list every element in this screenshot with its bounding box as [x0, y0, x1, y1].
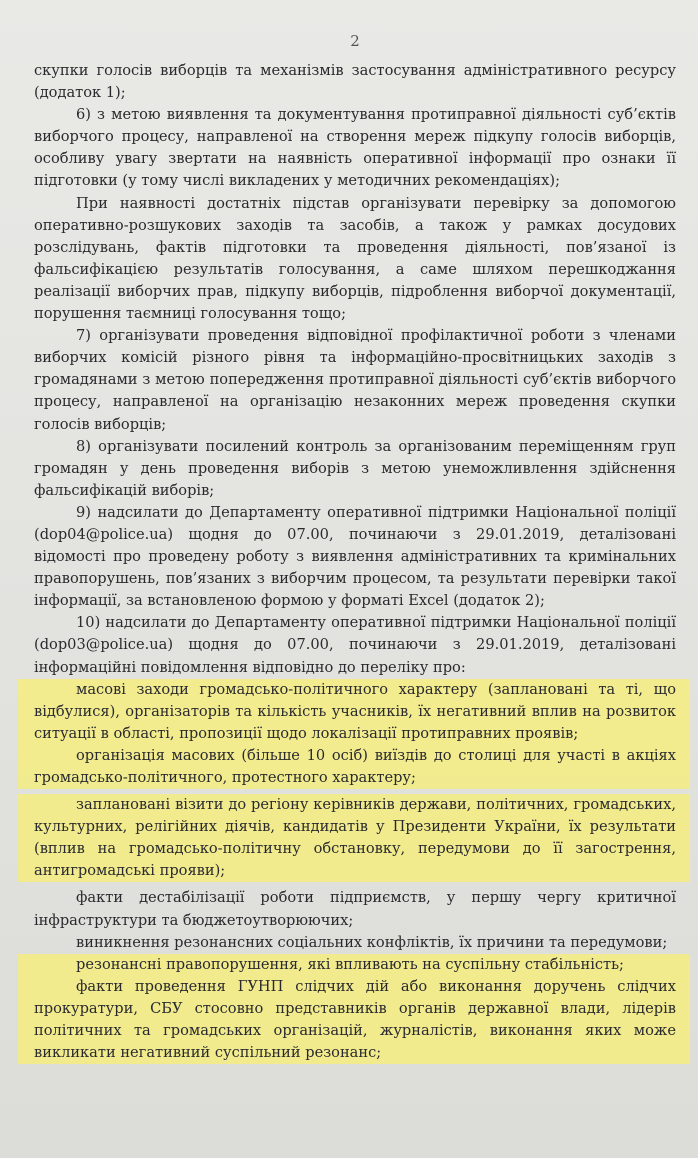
paragraph-item-9: 9) надсилати до Департаменту оперативної підтримки Національної поліції (dop04@police.ua) щодня до 07.00, починаючи з 29.01.2019, деталізовані відомості про проведену роботу з виявлення адміністративних та кримінальних правопорушень, пов’язаних з виборчим процесом, та результати перевірки такої інформації, за встановленою формою у форматі Excel (додаток 2); — [34, 503, 676, 610]
list-item-destabilization: факти дестабілізації роботи підприємств, у першу чергу критичної інфраструктури та бюджетоутворюючих; — [34, 889, 676, 929]
list-item-resonant-offenses: резонансні правопорушення, які впливають на суспільну стабільність; — [76, 955, 624, 973]
page-number: 2 — [350, 32, 360, 50]
list-item-trips-to-capital: організація масових (більше 10 осіб) виїздів до столиці для участі в акціях громадсько-політичного, протестного характеру; — [34, 746, 676, 786]
list-item-planned-visits: заплановані візити до регіону керівників держави, політичних, громадських, культурних, релігійних діячів, кандидатів у Президенти України, їх результати (вплив на громадсько-політичну обстановку, передумови до її загострення, антигромадські прояви); — [34, 796, 676, 880]
list-item-mass-events: масові заходи громадсько-політичного характеру (заплановані та ті, що відбулися), організаторів та кількість учасників, їх негативний вплив на розвиток ситуації в області, пропозиції щодо локалізації протиправних проявів; — [34, 680, 676, 742]
highlighted-block-2 — [18, 794, 690, 882]
paragraph-item-6: 6) з метою виявлення та документування протиправної діяльності суб’єктів виборчого процесу, направленої на створення мереж підкупу голосів виборців, особливу увагу звертати на наявність оперативної інформації про ознаки її підготовки (у тому числі викладених у методичних рекомендаціях); — [34, 106, 676, 190]
paragraph-continuation: скупки голосів виборців та механізмів застосування адміністративного ресурсу (додаток 1); — [34, 62, 676, 102]
highlighted-block-3 — [18, 954, 690, 1064]
paragraph-item-7: 7) організувати проведення відповідної профілактичної роботи з членами виборчих комісій різного рівня та інформаційно-просвітницьких заходів з громадянами з метою попередження протиправної діяльності суб’єктів виборчого процесу, направленої на організацію незаконних мереж проведення скупки голосів виборців; — [34, 327, 676, 433]
highlighted-block-1 — [18, 679, 690, 789]
paragraph-verification: При наявності достатніх підстав організувати перевірку за допомогою оперативно-розшукових заходів та засобів, а також у рамках досудових розслідувань, фактів підготовки та проведення діяльності, пов’язаної із фальсифікацією результатів голосування, а саме шляхом перешкоджання реалізації виборчих прав, підкупу виборців, підроблення виборчої документації, порушення таємниці голосування тощо; — [34, 194, 676, 323]
paragraph-item-8: 8) організувати посилений контроль за організованим переміщенням груп громадян у день проведення виборів з метою унеможливлення здійснення фальсифікацій виборів; — [34, 437, 676, 499]
paragraph-item-10: 10) надсилати до Департаменту оперативної підтримки Національної поліції (dop03@police.ua) щодня до 07.00, починаючи з 29.01.2019, деталізовані інформаційні повідомлення відповідно до переліку про: — [34, 614, 676, 676]
list-item-investigative-actions: факти проведення ГУНП слідчих дій або виконання доручень слідчих прокуратури, СБУ стосовно представників органів державної влади, лідерів політичних та громадських організацій, журналістів, виконання яких може викликати негативний суспільний резонанс; — [34, 977, 676, 1062]
list-item-social-conflicts: виникнення резонансних соціальних конфліктів, їх причини та передумови; — [76, 933, 668, 951]
